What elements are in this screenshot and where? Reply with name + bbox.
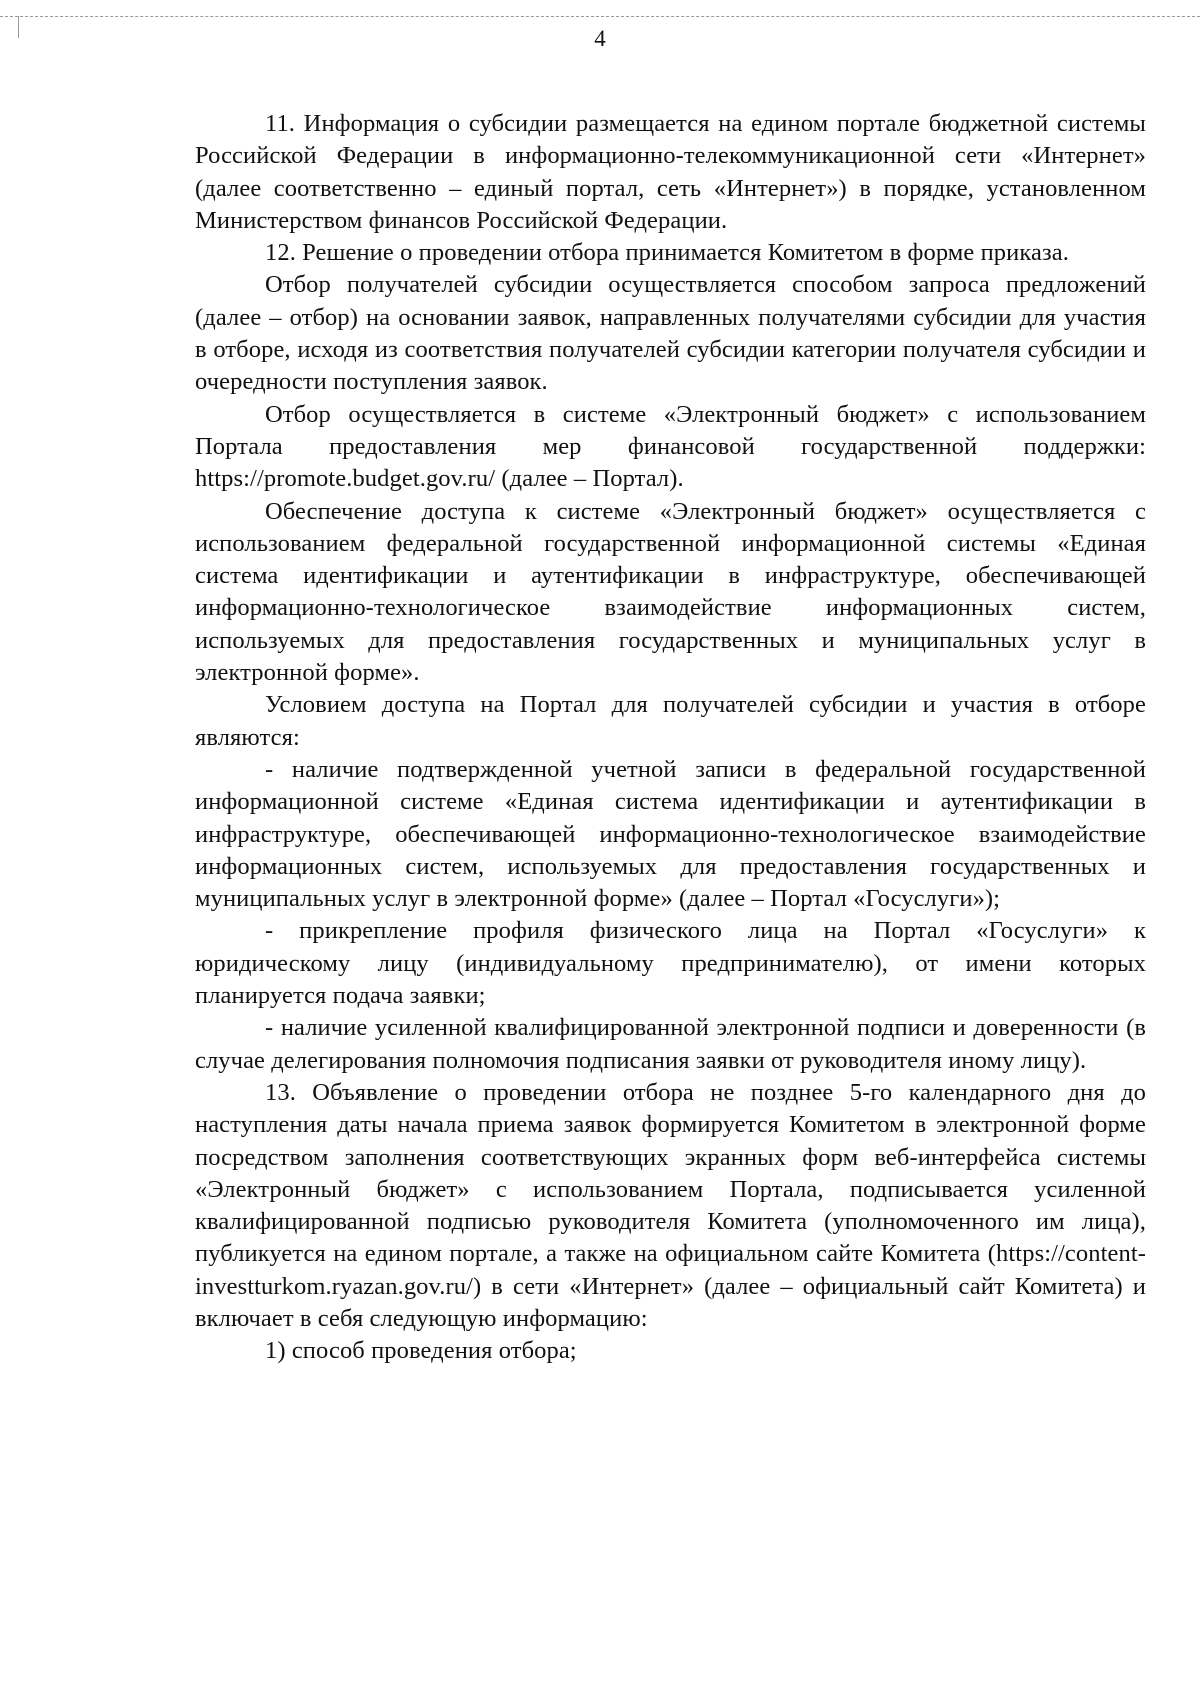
paragraph-access-provision: Обеспечение доступа к системе «Электронный бюджет» осуществляется с использованием федеральной государственной информационной системы «Единая система идентификации и аутентификации в инфраструктуре, обеспечивающей информационно-технологическое взаимодействие информационных систем, используемых для предоставления государственных и муниципальных услуг в электронной форме».	[195, 497, 1146, 687]
paragraph-12: 12. Решение о проведении отбора принимается Комитетом в форме приказа.	[265, 239, 1069, 267]
paragraph-access-conditions: Условием доступа на Портал для получателей субсидии и участия в отборе являются:	[195, 691, 1146, 751]
paragraph-11: 11. Информация о субсидии размещается на едином портале бюджетной системы Российской Федерации в информационно-телекоммуникационной сети «Интернет» (далее соответственно – единый портал, сеть «Интернет») в порядке, установленном Министерством финансов Российской Федерации.	[195, 110, 1146, 234]
page-number: 4	[594, 26, 606, 51]
list-item-account: - наличие подтвержденной учетной записи в федеральной государственной информационной системе «Единая система идентификации и аутентификации в инфраструктуре, обеспечивающей информационно-технологическое взаимодействие информационных систем, используемых для предоставления государственных и муниципальных услуг в электронной форме» (далее – Портал «Госуслуги»);	[195, 755, 1146, 913]
list-item-signature: - наличие усиленной квалифицированной электронной подписи и доверенности (в случае делегирования полномочия подписания заявки от руководителя иному лицу).	[195, 1014, 1146, 1074]
document-body	[195, 108, 1146, 1368]
scan-edge-line	[0, 16, 1200, 17]
list-item-profile: - прикрепление профиля физического лица на Портал «Госуслуги» к юридическому лицу (индивидуальному предпринимателю), от имени которых планируется подача заявки;	[195, 917, 1146, 1010]
paragraph-electronic-budget: Отбор осуществляется в системе «Электронный бюджет» с использованием Портала предоставления мер финансовой государственной поддержки: https://promote.budget.gov.ru/ (далее – Портал).	[195, 400, 1146, 493]
list-item-selection-method: 1) способ проведения отбора;	[265, 1337, 577, 1365]
paragraph-13: 13. Объявление о проведении отбора не позднее 5-го календарного дня до наступления даты начала приема заявок формируется Комитетом в электронной форме посредством заполнения соответствующих экранных форм веб-интерфейса системы «Электронный бюджет» с использованием Портала, подписывается усиленной квалифицированной подписью руководителя Комитета (уполномоченного им лица), публикуется на едином портале, а также на официальном сайте Комитета (https://content-investturkom.ryazan.gov.ru/) в сети «Интернет» (далее – официальный сайт Комитета) и включает в себя следующую информацию:	[195, 1078, 1146, 1332]
paragraph-selection-method: Отбор получателей субсидии осуществляется способом запроса предложений (далее – отбор) на основании заявок, направленных получателями субсидии для участия в отборе, исходя из соответствия получателей субсидии категории получателя субсидии и очередности поступления заявок.	[195, 271, 1146, 396]
